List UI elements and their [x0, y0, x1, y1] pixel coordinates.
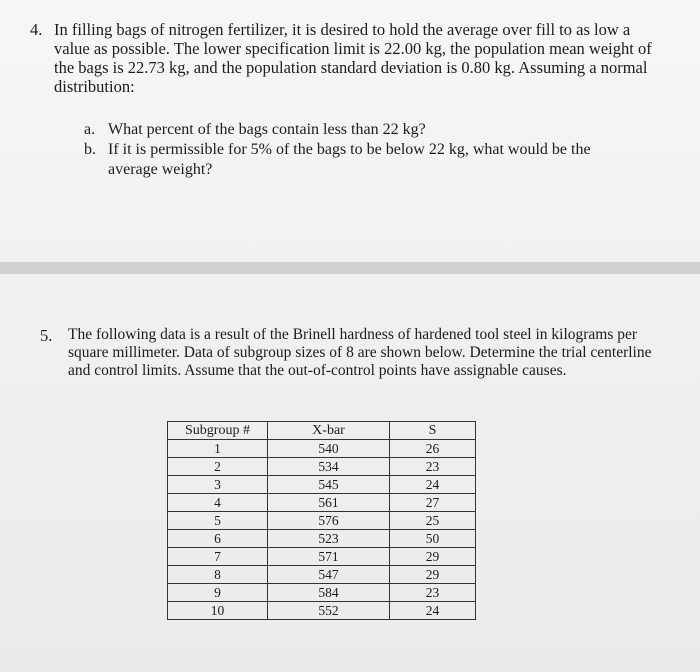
cell-s: 25: [390, 512, 476, 530]
question-4-part-a: [84, 120, 644, 140]
header-subgroup: Subgroup #: [168, 422, 268, 440]
part-a-text: What percent of the bags contain less than 22 kg?: [108, 121, 426, 138]
cell-s: 26: [390, 440, 476, 458]
table-row: [168, 566, 476, 584]
cell-subgroup: 10: [168, 602, 268, 620]
cell-subgroup: 8: [168, 566, 268, 584]
question-5-number: 5.: [40, 326, 53, 345]
cell-subgroup: 5: [168, 512, 268, 530]
header-s: S: [390, 422, 476, 440]
cell-s: 50: [390, 530, 476, 548]
cell-subgroup: 7: [168, 548, 268, 566]
cell-xbar: 571: [268, 548, 390, 566]
table-row: [168, 458, 476, 476]
cell-s: 24: [390, 602, 476, 620]
question-4-number: 4.: [30, 20, 43, 39]
question-4-parts: [84, 120, 644, 180]
cell-subgroup: 1: [168, 440, 268, 458]
cell-s: 24: [390, 476, 476, 494]
table-row: [168, 584, 476, 602]
cell-xbar: 547: [268, 566, 390, 584]
cell-xbar: 576: [268, 512, 390, 530]
cell-xbar: 584: [268, 584, 390, 602]
table-row: [168, 548, 476, 566]
cell-s: 23: [390, 584, 476, 602]
question-4-text: In filling bags of nitrogen fertilizer, it is desired to hold the average over fill to as low a value as possible. The lower specification limit is 22.00 kg, the population mean weight of the bags is 22.73 kg, and the population standard deviation is 0.80 kg. Assuming a normal distribution:: [54, 20, 652, 96]
table-row: [168, 494, 476, 512]
cell-xbar: 523: [268, 530, 390, 548]
cell-subgroup: 4: [168, 494, 268, 512]
part-b-text: If it is permissible for 5% of the bags to be below 22 kg, what would be the average weight?: [108, 141, 591, 178]
table-row: [168, 476, 476, 494]
cell-xbar: 534: [268, 458, 390, 476]
question-4-part-b: [84, 140, 644, 180]
cell-subgroup: 3: [168, 476, 268, 494]
table-row: [168, 530, 476, 548]
part-a-label: a.: [84, 121, 96, 138]
cell-xbar: 540: [268, 440, 390, 458]
cell-s: 23: [390, 458, 476, 476]
cell-xbar: 545: [268, 476, 390, 494]
cell-subgroup: 6: [168, 530, 268, 548]
cell-s: 29: [390, 548, 476, 566]
table-row: [168, 440, 476, 458]
question-5-text: The following data is a result of the Brinell hardness of hardened tool steel in kilograms per square millimeter. Data of subgroup sizes of 8 are shown below. Determine the trial centerline and control limits. Assume that the out-of-control points have assignable causes.: [68, 326, 652, 379]
cell-s: 27: [390, 494, 476, 512]
cell-subgroup: 9: [168, 584, 268, 602]
cell-subgroup: 2: [168, 458, 268, 476]
part-b-label: b.: [84, 141, 96, 158]
page-divider: [0, 262, 700, 274]
table-header-row: [168, 422, 476, 440]
cell-xbar: 561: [268, 494, 390, 512]
cell-xbar: 552: [268, 602, 390, 620]
table-row: [168, 602, 476, 620]
hardness-data-table: [167, 421, 476, 620]
table-row: [168, 512, 476, 530]
header-xbar: X-bar: [268, 422, 390, 440]
cell-s: 29: [390, 566, 476, 584]
